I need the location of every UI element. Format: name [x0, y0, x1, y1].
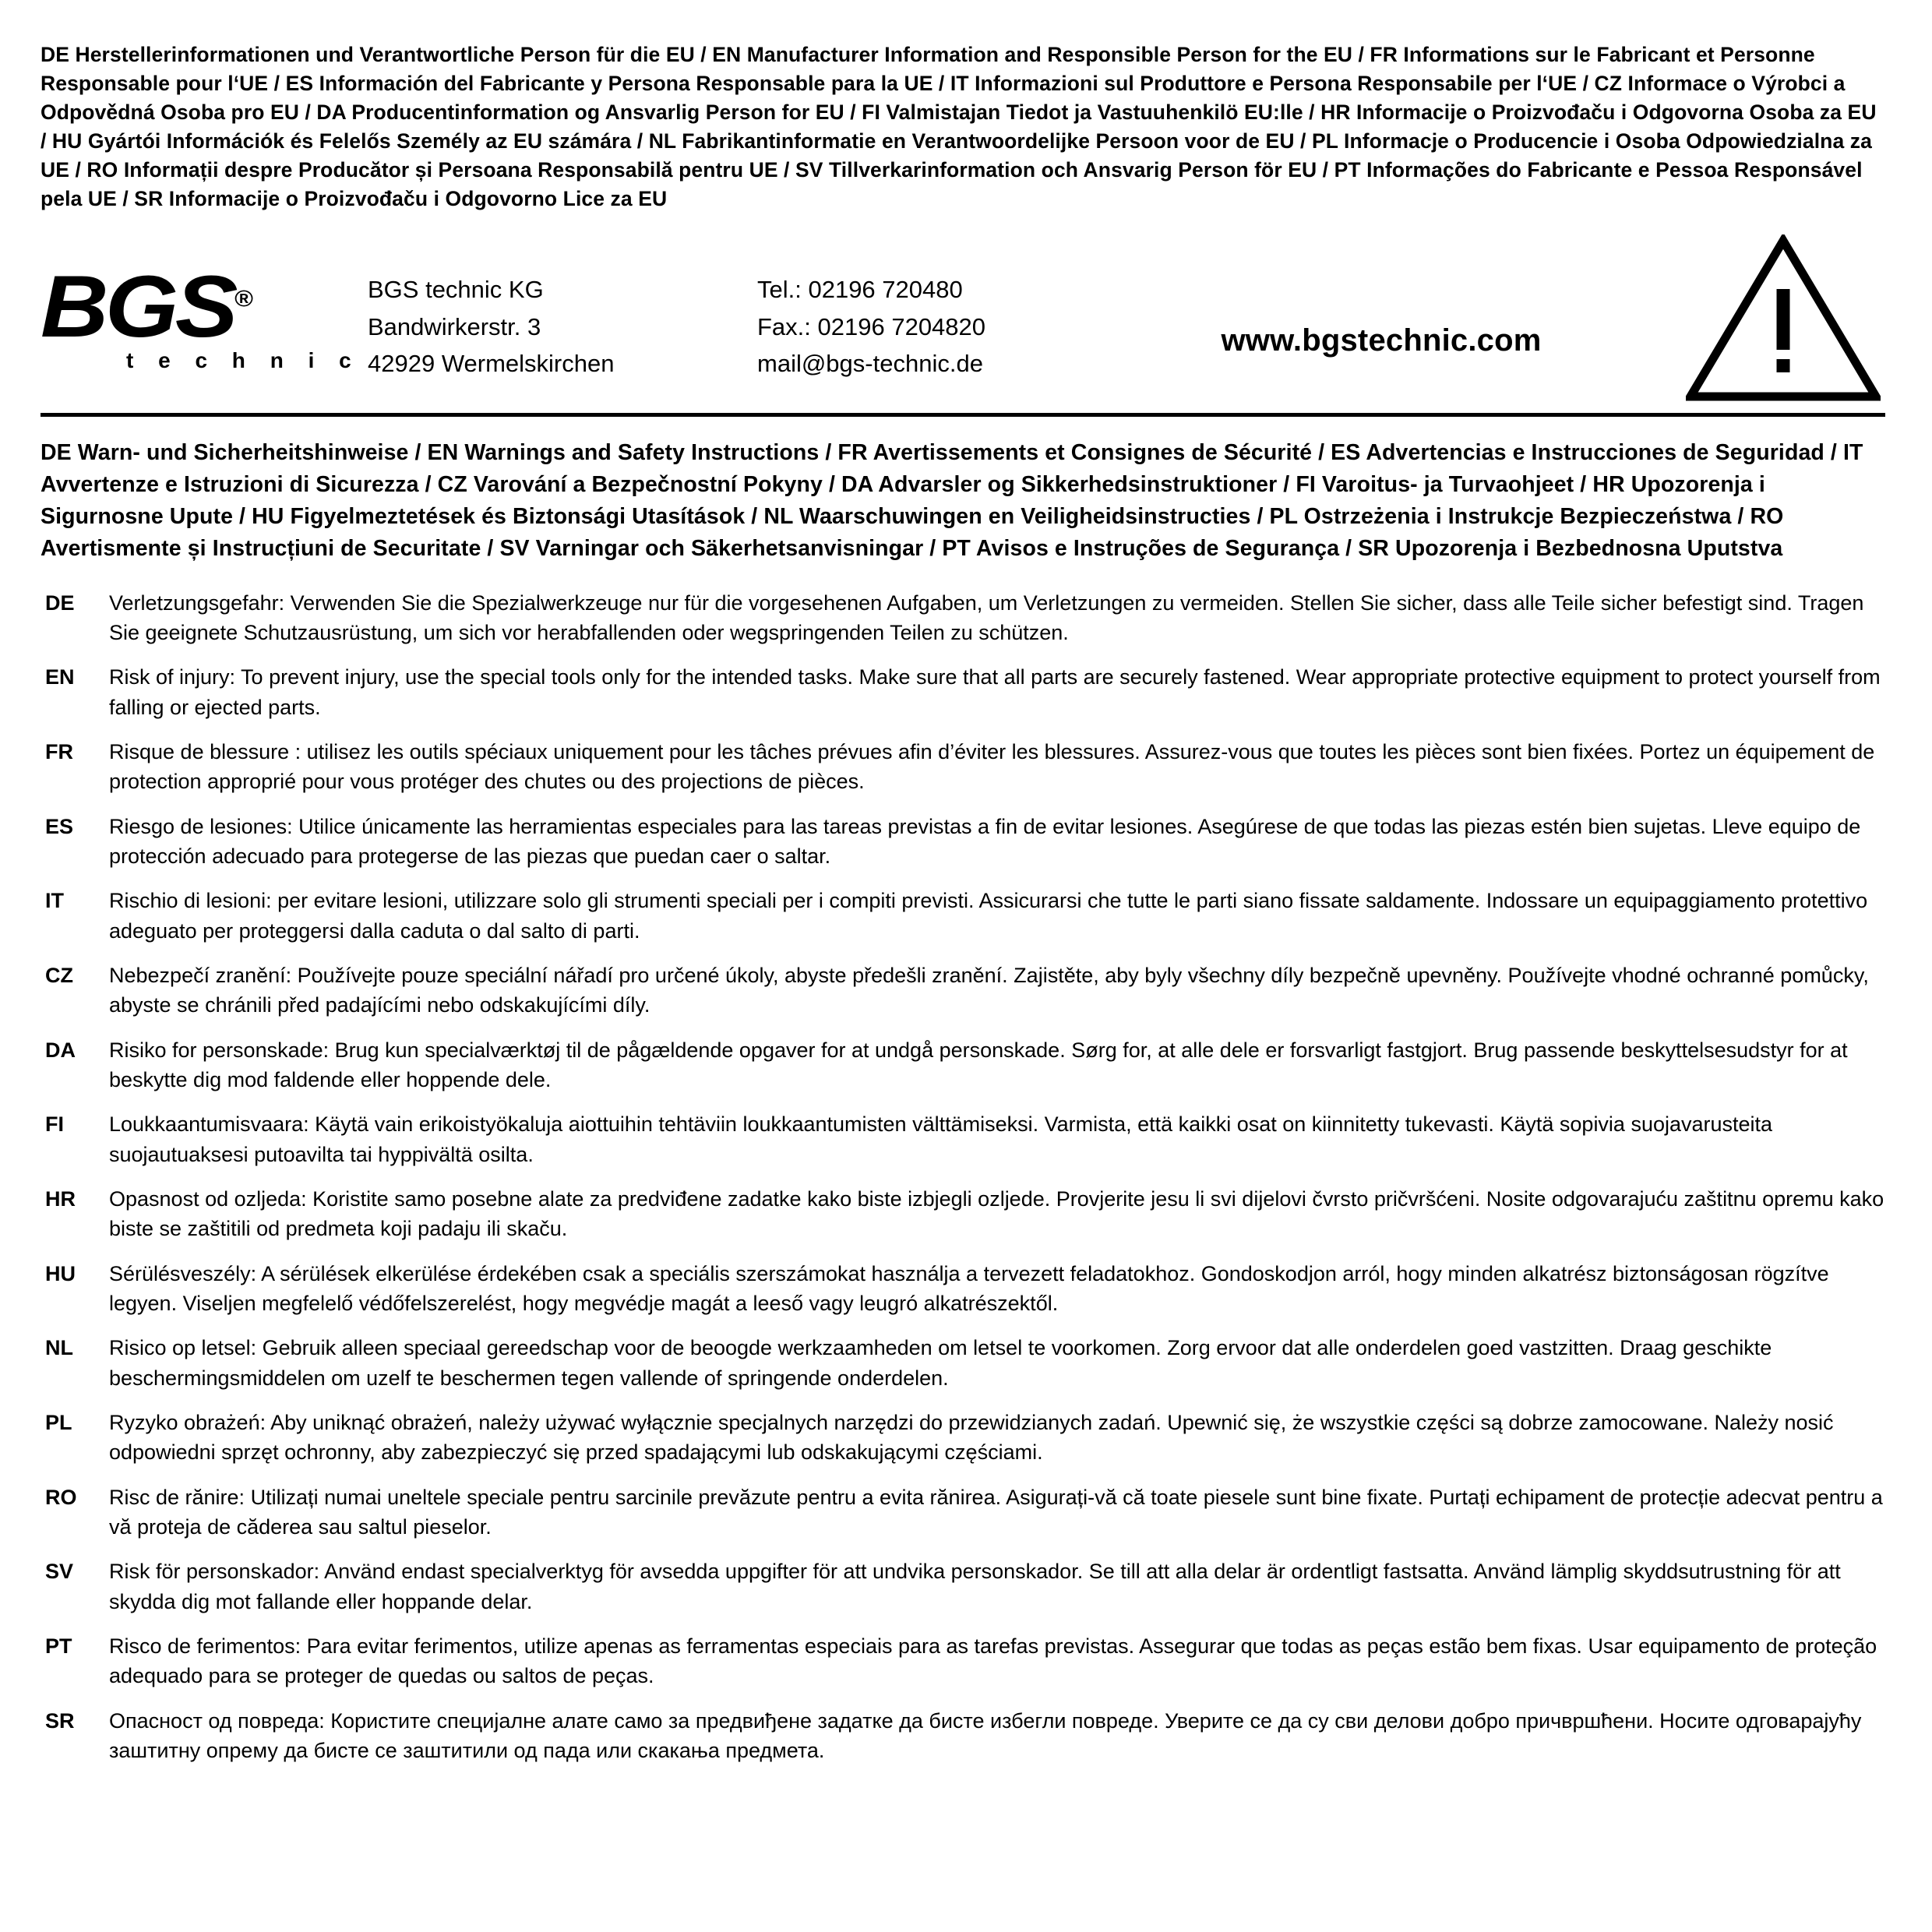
registered-trademark-icon: ®	[234, 286, 254, 312]
company-name: BGS technic KG	[368, 276, 544, 304]
language-code: IT	[45, 889, 64, 913]
language-code: PT	[45, 1634, 72, 1658]
language-code: RO	[45, 1485, 77, 1509]
language-code: PL	[45, 1410, 72, 1434]
language-code: ES	[45, 814, 74, 838]
list-item	[41, 1035, 1885, 1095]
language-text: Risc de rănire: Utilizați numai uneltele speciale pentru sarcinile prevăzute pentru a evita rănirea. Asigurați-vă că toate piesele sunt bine fixate. Purtați echipament de protecție adecvat pentru a vă proteja de căderea sau saltul pieselor.	[109, 1485, 1883, 1539]
language-text: Risk för personskador: Använd endast specialverktyg för avsedda uppgifter för att undvika personskador. Se till att alla delar är ordentligt fastsatta. Använd lämplig skyddsutrustning för att skydda dig mot fallande eller hoppande delar.	[109, 1560, 1841, 1613]
list-item	[41, 1184, 1885, 1244]
language-text: Risque de blessure : utilisez les outils spéciaux uniquement pour les tâches prévues afin d’éviter les blessures. Assurez-vous que toutes les pièces sont bien fixées. Portez un équipement de protection approprié pour vous protéger des chutes ou des projections de pièces.	[109, 740, 1875, 794]
company-website[interactable]: www.bgstechnic.com	[1221, 323, 1542, 358]
language-text: Opasnost od ozljeda: Koristite samo posebne alate za predviđene zadatke kako biste izbjegli ozljede. Provjerite jesu li svi dijelovi čvrsto pričvršćeni. Nosite odgovarajuću zaštitnu opremu kako biste se zaštitili od predmeta koji padaju ili skaču.	[109, 1186, 1884, 1241]
company-contact	[757, 254, 1092, 381]
company-phone: Tel.: 02196 720480	[757, 276, 963, 304]
logo-text: BGS	[41, 257, 235, 355]
list-item	[41, 1408, 1885, 1468]
language-code: NL	[45, 1336, 73, 1360]
company-info-block	[41, 228, 1885, 417]
language-text: Nebezpečí zranění: Používejte pouze speciální nářadí pro určené úkoly, abyste předešli zranění. Zajistěte, aby byly všechny díly bezpečně upevněny. Používejte vhodné ochranné pomůcky, abyste se chránili před padajícími nebo odskakujícími díly.	[109, 963, 1869, 1017]
warnings-heading: DE Warn- und Sicherheitshinweise / EN Warnings and Safety Instructions / FR Avertissements et Consignes de Sécurité / ES Advertencias e Instrucciones de Seguridad / IT Avvertenze e Istruzioni di Sicurezza / CZ Varování a Bezpečnostní Pokyny / DA Advarsler og Sikkerhedsinstruktioner / FI Varoitus- ja Turvaohjeet / HR Upozorenja i Sigurnosne Upute / HU Figyelmeztetések és Biztonsági Utasítások / NL Waarschuwingen en Veiligheidsinstructies / PL Ostrzeżenia i Instrukcje Bezpieczeństwa / RO Avertismente și Instrucțiuni de Securitate / SV Varningar och Säkerhetsanvisningar / PT Avisos e Instruções de Segurança / SR Upozorenja i Bezbednosna Uputstva	[41, 439, 1863, 561]
list-item	[41, 1557, 1885, 1616]
language-code: CZ	[45, 963, 73, 987]
list-item	[41, 961, 1885, 1021]
language-text: Risco de ferimentos: Para evitar ferimentos, utilize apenas as ferramentas especiais para as tarefas previstas. Assegurar que todas as peças estão bem fixas. Usar equipamento de proteção adequado para se proteger de quedas ou saltos de peças.	[109, 1634, 1877, 1688]
logo-subtitle: t e c h n i c	[126, 347, 361, 372]
language-text: Опасност од повреда: Користите специјалне алате само за предвиђене задатке да бисте избегли повреде. Уверите се да су сви делови добро причвршћени. Носите одговарајућу заштитну опрему да бисте се заштитили од пада или скакања предмета.	[109, 1708, 1862, 1762]
language-code: EN	[45, 665, 75, 689]
language-text: Verletzungsgefahr: Verwenden Sie die Spezialwerkzeuge nur für die vorgesehenen Aufgaben, um Verletzungen zu vermeiden. Stellen Sie sicher, dass alle Teile sicher befestigt sind. Tragen Sie geeignete Schutzausrüstung, um sich vor herabfallenden oder wegspringenden Teilen zu schützen.	[109, 591, 1864, 645]
language-code: HU	[45, 1261, 76, 1285]
language-code: SR	[45, 1708, 75, 1733]
bgs-logo	[41, 257, 368, 373]
company-email[interactable]: mail@bgs-technic.de	[757, 349, 983, 377]
list-item	[41, 1631, 1885, 1691]
language-code: DA	[45, 1038, 76, 1062]
company-street: Bandwirkerstr. 3	[368, 312, 541, 340]
warning-triangle-icon	[1686, 234, 1881, 402]
list-item	[41, 886, 1885, 946]
language-code: HR	[45, 1186, 76, 1211]
language-text: Sérülésveszély: A sérülések elkerülése érdekében csak a speciális szerszámokat használja a tervezett feladatokhoz. Gondoskodjon arról, hogy minden alkatrész biztonságosan rögzítve legyen. Viseljen megfelelő védőfelszerelést, hogy megvédje magát a leeső vagy leugró alkatrészektől.	[109, 1261, 1829, 1315]
language-text: Ryzyko obrażeń: Aby uniknąć obrażeń, należy używać wyłącznie specjalnych narzędzi do przewidzianych zadań. Upewnić się, że wszystkie części są dobrze zamocowane. Należy nosić odpowiedni sprzęt ochronny, aby zabezpieczyć się przed spadającymi lub odskakującymi częściami.	[109, 1410, 1834, 1465]
language-code: FI	[45, 1112, 64, 1137]
logo-wordmark	[41, 257, 394, 355]
language-text: Loukkaantumisvaara: Käytä vain erikoistyökaluja aiottuihin tehtäviin loukkaantumisten välttämiseksi. Varmista, että kaikki osat on kiinnitetty tukevasti. Käytä sopivia suojavarusteita suojautuaksesi putoavilta tai hyppivältä osilta.	[109, 1112, 1773, 1166]
safety-instruction-list	[41, 588, 1885, 1766]
list-item	[41, 737, 1885, 797]
list-item	[41, 1109, 1885, 1169]
list-item	[41, 812, 1885, 872]
list-item	[41, 1482, 1885, 1542]
language-code: SV	[45, 1560, 74, 1584]
language-code: FR	[45, 740, 73, 763]
language-text: Rischio di lesioni: per evitare lesioni, utilizzare solo gli strumenti speciali per i compiti previsti. Assicurarsi che tutte le parti siano fissate saldamente. Indossare un equipaggiamento protettivo adeguato per proteggersi dalla caduta o dal salto di parti.	[109, 889, 1868, 943]
list-item	[41, 1706, 1885, 1766]
list-item	[41, 1333, 1885, 1393]
language-text: Risico op letsel: Gebruik alleen speciaal gereedschap voor de beoogde werkzaamheden om letsel te voorkomen. Zorg ervoor dat alle onderdelen goed vastzitten. Draag geschikte beschermingsmiddelen om uzelf te beschermen tegen vallende of springende onderdelen.	[109, 1336, 1772, 1390]
list-item	[41, 662, 1885, 722]
company-address	[368, 254, 757, 381]
company-city: 42929 Wermelskirchen	[368, 349, 615, 377]
language-text: Riesgo de lesiones: Utilice únicamente las herramientas especiales para las tareas previstas a fin de evitar lesiones. Asegúrese de que todas las piezas estén bien sujetas. Lleve equipo de protección adecuado para protegerse de las piezas que puedan caer o saltar.	[109, 814, 1861, 868]
language-text: Risiko for personskade: Brug kun specialværktøj til de pågældende opgaver for at undgå personskade. Sørg for, at alle dele er forsvarligt fastgjort. Brug passende beskyttelsesudstyr for at beskytte dig mod faldende eller hoppende dele.	[109, 1038, 1848, 1091]
company-fax: Fax.: 02196 7204820	[757, 312, 986, 340]
manufacturer-info-heading: DE Herstellerinformationen und Verantwortliche Person für die EU / EN Manufacturer Information and Responsible Person for the EU / FR Informations sur le Fabricant et Personne Responsable pour l‘UE / ES Información del Fabricante y Persona Responsable para la UE / IT Informazioni sul Produttore e Persona Responsabile per l‘UE / CZ Informace o Výrobci a Odpovědná Osoba pro EU / DA Producentinformation og Ansvarlig Person for EU / FI Valmistajan Tiedot ja Vastuuhenkilö EU:lle / HR Informacije o Proizvođaču i Odgovorna Osoba za EU / HU Gyártói Információk és Felelős Személy az EU számára / NL Fabrikantinformatie en Verantwoordelijke Persoon voor de EU / PL Informacje o Producencie i Osoba Odpowiedzialna za UE / RO Informații despre Producător și Persoana Responsabilă pentru UE / SV Tillverkarinformation och Ansvarig Person för EU / PT Informações do Fabricante e Pessoa Responsável pela UE / SR Informacije o Proizvođaču i Odgovorno Lice za EU	[41, 43, 1877, 211]
language-code: DE	[45, 591, 75, 615]
list-item	[41, 1259, 1885, 1319]
list-item	[41, 588, 1885, 648]
language-text: Risk of injury: To prevent injury, use the special tools only for the intended tasks. Make sure that all parts are securely fastened. Wear appropriate protective equipment to protect yourself from falling or ejected parts.	[109, 665, 1881, 719]
warning-symbol	[1670, 234, 1885, 402]
